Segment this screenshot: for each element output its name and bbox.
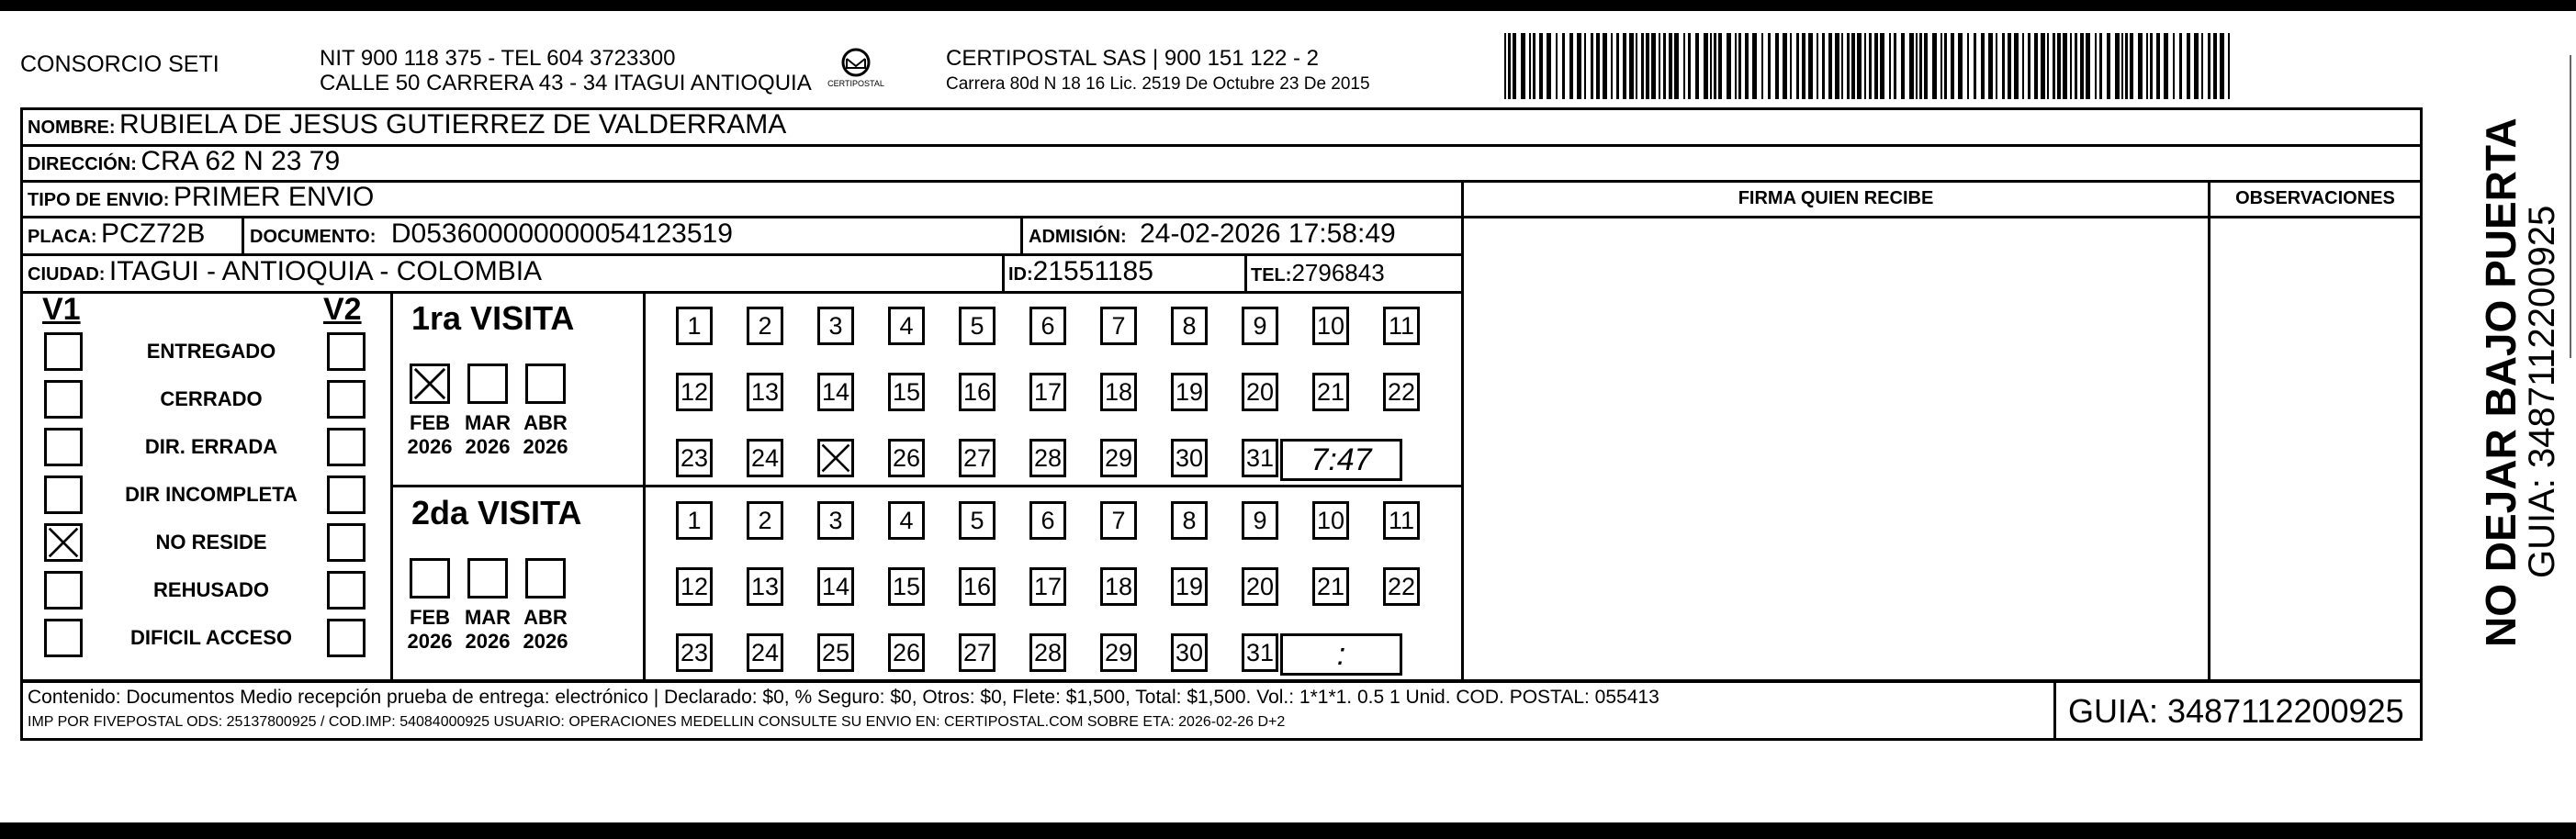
barcode-bar bbox=[1669, 33, 1672, 99]
visita2-day-box[interactable]: 29 bbox=[1100, 633, 1137, 672]
barcode-bar bbox=[1932, 33, 1937, 99]
visita2-month-checkbox[interactable] bbox=[525, 558, 566, 598]
barcode-bar bbox=[1996, 33, 1997, 99]
tel-label: TEL: bbox=[1251, 265, 1292, 285]
ciudad-value: ITAGUI - ANTIOQUIA - COLOMBIA bbox=[108, 256, 543, 286]
visita1-day-box[interactable]: 14 bbox=[817, 373, 854, 411]
barcode-bar bbox=[1616, 33, 1619, 99]
visita2-day-box[interactable]: 20 bbox=[1242, 567, 1278, 606]
barcode-bar bbox=[1659, 33, 1660, 99]
visit-divider bbox=[390, 485, 1464, 487]
barcode-bar bbox=[2228, 33, 2230, 99]
barcode-bar bbox=[1735, 33, 1737, 99]
observaciones-header: OBSERVACIONES bbox=[2235, 188, 2395, 208]
x-mark-icon bbox=[47, 526, 80, 559]
barcode-bar bbox=[1958, 33, 1963, 99]
visita1-day-box[interactable]: 2 bbox=[747, 307, 783, 345]
visita1-day-box[interactable]: 18 bbox=[1100, 373, 1137, 411]
barcode-bar bbox=[1688, 33, 1691, 99]
visita2-day-box[interactable]: 4 bbox=[888, 501, 925, 540]
visita2-day-box[interactable]: 18 bbox=[1100, 567, 1137, 606]
observations-area[interactable] bbox=[2210, 218, 2420, 679]
bottom-border bbox=[0, 822, 2576, 839]
v2-checkbox[interactable] bbox=[327, 523, 366, 562]
barcode-bar bbox=[2164, 33, 2168, 99]
barcode-bar bbox=[1775, 33, 1779, 99]
visita1-day-box[interactable]: 8 bbox=[1171, 307, 1208, 345]
visita1-month-label bbox=[516, 411, 575, 459]
barcode-bar bbox=[1533, 33, 1535, 99]
barcode-bar bbox=[2014, 33, 2019, 99]
barcode-bar bbox=[2201, 33, 2203, 99]
barcode-bar bbox=[1683, 33, 1685, 99]
v1-label: V1 bbox=[42, 292, 81, 327]
barcode-bar bbox=[1629, 33, 1634, 99]
barcode-bar bbox=[1651, 33, 1656, 99]
barcode-bar bbox=[2146, 33, 2148, 99]
visita2-day-box[interactable]: 14 bbox=[817, 567, 854, 606]
barcode-bar bbox=[1636, 33, 1637, 99]
barcode-bar bbox=[2053, 33, 2055, 99]
visita1-day-box[interactable]: 12 bbox=[676, 373, 713, 411]
visita2-day-box[interactable]: 15 bbox=[888, 567, 925, 606]
firma-header: FIRMA QUIEN RECIBE bbox=[1738, 188, 1934, 208]
barcode-bar bbox=[1869, 33, 1872, 99]
placa-divider bbox=[242, 216, 244, 254]
barcode-bar bbox=[1924, 33, 1928, 99]
barcode-bar bbox=[1889, 33, 1891, 99]
barcode-bar bbox=[1714, 33, 1716, 99]
ciudad-divider bbox=[1002, 253, 1005, 292]
barcode-bar bbox=[2080, 33, 2084, 99]
visita2-day-box[interactable]: 1 bbox=[676, 501, 713, 540]
footer-content-line: Contenido: Documentos Medio recepción prueba de entrega: electrónico | Declarado: $0, % Seguro: $0, Otros: $0, Flete: $1,500, Total: $1,500. Vol.: 1*1*1. 0.5 1 Unid. COD. POSTAL: 055413 bbox=[28, 687, 1659, 708]
barcode-bar bbox=[1967, 33, 1969, 99]
barcode-bar bbox=[1547, 33, 1551, 99]
visita2-day-box[interactable]: 23 bbox=[676, 633, 713, 672]
license-line: Carrera 80d N 18 16 Lic. 2519 De Octubre 23 De 2015 bbox=[946, 74, 1370, 94]
status-label: REHUSADO bbox=[153, 578, 269, 601]
visita2-day-box[interactable]: 19 bbox=[1171, 567, 1208, 606]
v1-checkbox[interactable] bbox=[44, 523, 83, 562]
month-name: MAR bbox=[464, 411, 512, 434]
barcode-bar bbox=[1828, 33, 1832, 99]
visita2-day-box[interactable]: 16 bbox=[959, 567, 996, 606]
barcode-bar bbox=[1674, 33, 1679, 99]
barcode-bar bbox=[2115, 33, 2120, 99]
visita1-title: 1ra VISITA bbox=[411, 299, 575, 337]
footer-guia: GUIA: 3487112200925 bbox=[2068, 692, 2404, 730]
barcode-bar bbox=[2121, 33, 2123, 99]
barcode bbox=[1504, 33, 2239, 99]
month-name: ABR bbox=[523, 606, 568, 629]
visita2-day-box[interactable]: 9 bbox=[1242, 501, 1278, 540]
month-year: 2026 bbox=[407, 630, 453, 653]
barcode-bar bbox=[2099, 33, 2102, 99]
barcode-bar bbox=[1802, 33, 1805, 99]
barcode-bar bbox=[1822, 33, 1825, 99]
barcode-bar bbox=[2034, 33, 2038, 99]
nombre-value: RUBIELA DE JESUS GUTIERREZ DE VALDERRAMA bbox=[119, 109, 787, 140]
barcode-bar bbox=[1901, 33, 1905, 99]
month-year: 2026 bbox=[523, 630, 568, 653]
visita2-day-box[interactable]: 2 bbox=[747, 501, 783, 540]
barcode-bar bbox=[2138, 33, 2143, 99]
visita2-month-label bbox=[400, 606, 459, 654]
visita1-day-box[interactable]: 3 bbox=[817, 307, 854, 345]
visita1-day-box[interactable]: 26 bbox=[888, 439, 925, 477]
month-year: 2026 bbox=[465, 435, 511, 458]
top-border bbox=[0, 0, 2576, 11]
v1-checkbox[interactable] bbox=[44, 428, 83, 466]
row-divider bbox=[20, 180, 2423, 183]
placa-cell bbox=[28, 218, 205, 250]
visita1-day-box[interactable]: 6 bbox=[1029, 307, 1066, 345]
placa-value: PCZ72B bbox=[101, 218, 206, 249]
v2-checkbox[interactable] bbox=[327, 571, 366, 610]
visita2-day-box[interactable]: 30 bbox=[1171, 633, 1208, 672]
barcode-bar bbox=[1577, 33, 1581, 99]
barcode-bar bbox=[1584, 33, 1586, 99]
barcode-bar bbox=[2002, 33, 2005, 99]
barcode-bar bbox=[1909, 33, 1914, 99]
barcode-bar bbox=[2070, 33, 2072, 99]
visita1-day-box[interactable]: 4 bbox=[888, 307, 925, 345]
status-label: DIR. ERRADA bbox=[144, 435, 278, 458]
visita1-day-box[interactable]: 20 bbox=[1242, 373, 1278, 411]
visita1-day-box[interactable]: 7 bbox=[1100, 307, 1137, 345]
barcode-bar bbox=[1513, 33, 1516, 99]
id-value: 21551185 bbox=[1032, 256, 1153, 286]
nombre-row bbox=[28, 109, 786, 140]
barcode-bar bbox=[2220, 33, 2224, 99]
visita2-month-checkbox[interactable] bbox=[467, 558, 508, 598]
barcode-bar bbox=[2107, 33, 2110, 99]
visita1-day-box[interactable]: 21 bbox=[1312, 373, 1349, 411]
barcode-bar bbox=[1562, 33, 1565, 99]
visita2-day-box[interactable]: 25 bbox=[817, 633, 854, 672]
visita2-day-box[interactable]: 12 bbox=[676, 567, 713, 606]
barcode-bar bbox=[1529, 33, 1531, 99]
visita2-day-box[interactable]: 5 bbox=[959, 501, 996, 540]
tipo-row bbox=[28, 182, 374, 213]
month-year: 2026 bbox=[465, 630, 511, 653]
v1-checkbox[interactable] bbox=[44, 619, 83, 657]
barcode-bar bbox=[1817, 33, 1818, 99]
visita1-day-box[interactable]: 27 bbox=[959, 439, 996, 477]
visita1-day-box[interactable]: 15 bbox=[888, 373, 925, 411]
barcode-bar bbox=[1504, 33, 1506, 99]
barcode-bar bbox=[1796, 33, 1799, 99]
barcode-bar bbox=[1768, 33, 1771, 99]
barcode-bar bbox=[2063, 33, 2067, 99]
barcode-bar bbox=[1727, 33, 1731, 99]
visita1-day-box[interactable]: 19 bbox=[1171, 373, 1208, 411]
barcode-bar bbox=[1919, 33, 1922, 99]
id-label: ID: bbox=[1008, 264, 1033, 285]
logo-caption: CERTIPOSTAL bbox=[827, 79, 884, 88]
month-name: ABR bbox=[523, 411, 568, 434]
month-year: 2026 bbox=[523, 435, 568, 458]
id-divider bbox=[1244, 253, 1247, 292]
barcode-bar bbox=[1591, 33, 1593, 99]
barcode-bar bbox=[2008, 33, 2011, 99]
nit-line: NIT 900 118 375 - TEL 604 3723300 bbox=[320, 46, 676, 71]
v2-checkbox[interactable] bbox=[327, 380, 366, 419]
barcode-bar bbox=[1808, 33, 1813, 99]
visita2-day-box[interactable]: 21 bbox=[1312, 567, 1349, 606]
visita1-month-checkbox[interactable] bbox=[525, 364, 566, 404]
visita1-month-label bbox=[458, 411, 517, 459]
barcode-bar bbox=[1761, 33, 1763, 99]
visita2-month-checkbox[interactable] bbox=[410, 558, 450, 598]
barcode-bar bbox=[2187, 33, 2190, 99]
barcode-bar bbox=[1641, 33, 1644, 99]
barcode-bar bbox=[1596, 33, 1600, 99]
barcode-bar bbox=[2086, 33, 2090, 99]
visita2-day-box[interactable]: 6 bbox=[1029, 501, 1066, 540]
barcode-bar bbox=[2194, 33, 2199, 99]
barcode-bar bbox=[1646, 33, 1649, 99]
visita2-day-box[interactable]: 24 bbox=[747, 633, 783, 672]
visita1-day-box[interactable]: 10 bbox=[1312, 307, 1349, 345]
barcode-bar bbox=[1857, 33, 1862, 99]
row-divider bbox=[20, 144, 2423, 147]
visita1-day-box[interactable]: 13 bbox=[747, 373, 783, 411]
visita1-day-box[interactable]: 28 bbox=[1029, 439, 1066, 477]
visita2-day-box[interactable]: 31 bbox=[1242, 633, 1278, 672]
v1-checkbox[interactable] bbox=[44, 332, 83, 371]
certipostal-logo bbox=[827, 46, 885, 92]
visita2-day-box[interactable]: 26 bbox=[888, 633, 925, 672]
barcode-bar bbox=[1718, 33, 1722, 99]
barcode-bar bbox=[1508, 33, 1511, 99]
barcode-bar bbox=[1783, 33, 1787, 99]
nombre-label: NOMBRE: bbox=[28, 117, 116, 138]
admision-cell bbox=[1029, 218, 1396, 250]
side-warning: NO DEJAR BAJO PUERTA bbox=[2477, 117, 2525, 647]
visita1-day-box[interactable]: 31 bbox=[1242, 439, 1278, 477]
barcode-bar bbox=[2173, 33, 2175, 99]
barcode-bar bbox=[2150, 33, 2153, 99]
visita1-day-box[interactable]: 17 bbox=[1029, 373, 1066, 411]
admision-value: 24-02-2026 17:58:49 bbox=[1140, 218, 1396, 249]
barcode-bar bbox=[1556, 33, 1558, 99]
visita1-day-box[interactable]: 24 bbox=[747, 439, 783, 477]
address-line: CALLE 50 CARRERA 43 - 34 ITAGUI ANTIOQUIA bbox=[320, 71, 812, 95]
barcode-bar bbox=[1981, 33, 1985, 99]
barcode-bar bbox=[1745, 33, 1749, 99]
barcode-bar bbox=[2125, 33, 2128, 99]
documento-value: D053600000000054123519 bbox=[390, 218, 733, 249]
direccion-row bbox=[28, 146, 340, 177]
tipo-label: TIPO DE ENVIO: bbox=[28, 190, 170, 210]
placa-label: PLACA: bbox=[28, 227, 97, 247]
barcode-bar bbox=[2130, 33, 2133, 99]
side-guia: GUIA: 3487112200925 bbox=[2522, 205, 2562, 578]
tel-value: 2796843 bbox=[1291, 259, 1385, 286]
visita2-month-label bbox=[516, 606, 575, 654]
barcode-bar bbox=[1974, 33, 1976, 99]
barcode-bar bbox=[1851, 33, 1855, 99]
tel-cell bbox=[1251, 259, 1385, 287]
v2-checkbox[interactable] bbox=[327, 475, 366, 514]
direccion-value: CRA 62 N 23 79 bbox=[141, 146, 341, 176]
ciudad-label: CIUDAD: bbox=[28, 264, 106, 285]
visita2-day-box[interactable]: 7 bbox=[1100, 501, 1137, 540]
barcode-bar bbox=[2028, 33, 2030, 99]
ciudad-cell bbox=[28, 256, 542, 287]
admision-label: ADMISIÓN: bbox=[1029, 227, 1127, 247]
visita2-time-box[interactable]: : bbox=[1280, 633, 1402, 676]
visita1-time-box[interactable]: 7:47 bbox=[1280, 439, 1402, 481]
v2-checkbox[interactable] bbox=[327, 619, 366, 657]
company-name: CONSORCIO SETI bbox=[20, 51, 219, 77]
visita1-day-box[interactable]: 16 bbox=[959, 373, 996, 411]
visita1-day-box[interactable]: 29 bbox=[1100, 439, 1137, 477]
tipo-value: PRIMER ENVIO bbox=[173, 182, 375, 212]
v2-checkbox[interactable] bbox=[327, 332, 366, 371]
month-name: MAR bbox=[464, 606, 512, 629]
barcode-bar bbox=[2022, 33, 2024, 99]
documento-label: DOCUMENTO: bbox=[250, 227, 377, 247]
visita2-day-box[interactable]: 11 bbox=[1383, 501, 1420, 540]
barcode-bar bbox=[1569, 33, 1573, 99]
barcode-bar bbox=[1704, 33, 1708, 99]
status-label: NO RESIDE bbox=[155, 531, 267, 554]
visita1-day-box[interactable]: 22 bbox=[1383, 373, 1420, 411]
barcode-bar bbox=[1988, 33, 1993, 99]
barcode-bar bbox=[1940, 33, 1942, 99]
barcode-bar bbox=[2057, 33, 2061, 99]
barcode-bar bbox=[1847, 33, 1850, 99]
visita2-month-label bbox=[458, 606, 517, 654]
visita1-day-box[interactable]: 5 bbox=[959, 307, 996, 345]
barcode-bar bbox=[1738, 33, 1741, 99]
month-name: FEB bbox=[410, 606, 450, 629]
barcode-bar bbox=[1623, 33, 1626, 99]
barcode-bar bbox=[1894, 33, 1896, 99]
visita1-month-label bbox=[400, 411, 459, 459]
barcode-bar bbox=[2179, 33, 2182, 99]
visita1-day-box[interactable]: 11 bbox=[1383, 307, 1420, 345]
barcode-bar bbox=[1951, 33, 1954, 99]
barcode-bar bbox=[2047, 33, 2049, 99]
x-mark-icon bbox=[820, 442, 851, 475]
barcode-bar bbox=[1611, 33, 1613, 99]
footer-info-line: IMP POR FIVEPOSTAL ODS: 25137800925 / COD.IMP: 54084000925 USUARIO: OPERACIONES MEDELLIN CONSULTE SU ENVIO EN: CERTIPOSTAL.COM SOBRE ETA: 2026-02-26 D+2 bbox=[28, 714, 1286, 730]
barcode-bar bbox=[1841, 33, 1843, 99]
visita1-month-checkbox[interactable] bbox=[410, 364, 450, 404]
barcode-bar bbox=[1663, 33, 1666, 99]
documento-cell bbox=[250, 218, 733, 250]
visita2-day-box[interactable]: 22 bbox=[1383, 567, 1420, 606]
status-label: DIFICIL ACCESO bbox=[129, 626, 292, 649]
v2-label: V2 bbox=[323, 292, 362, 327]
barcode-bar bbox=[1880, 33, 1884, 99]
visita2-day-box[interactable]: 28 bbox=[1029, 633, 1066, 672]
id-cell bbox=[1008, 256, 1153, 287]
barcode-bar bbox=[1835, 33, 1839, 99]
barcode-bar bbox=[2156, 33, 2160, 99]
v1-checkbox[interactable] bbox=[44, 380, 83, 419]
barcode-bar bbox=[1521, 33, 1525, 99]
visita2-day-box[interactable]: 17 bbox=[1029, 567, 1066, 606]
visita2-day-box[interactable]: 10 bbox=[1312, 501, 1349, 540]
barcode-bar bbox=[1916, 33, 1918, 99]
barcode-bar bbox=[2213, 33, 2217, 99]
visita1-day-box[interactable]: 23 bbox=[676, 439, 713, 477]
v1-checkbox[interactable] bbox=[44, 571, 83, 610]
barcode-bar bbox=[1539, 33, 1543, 99]
month-year: 2026 bbox=[407, 435, 453, 458]
visita1-day-box[interactable]: 30 bbox=[1171, 439, 1208, 477]
status-label: ENTREGADO bbox=[146, 340, 276, 363]
barcode-bar bbox=[1790, 33, 1792, 99]
v1-checkbox[interactable] bbox=[44, 475, 83, 514]
barcode-bar bbox=[1864, 33, 1866, 99]
visita1-month-checkbox[interactable] bbox=[467, 364, 508, 404]
barcode-bar bbox=[1874, 33, 1878, 99]
visita2-title: 2da VISITA bbox=[411, 494, 582, 531]
documento-divider bbox=[1020, 216, 1023, 254]
visita2-day-box[interactable]: 8 bbox=[1171, 501, 1208, 540]
certipostal-line: CERTIPOSTAL SAS | 900 151 122 - 2 bbox=[946, 46, 1319, 71]
barcode-bar bbox=[2041, 33, 2045, 99]
status-label: DIR INCOMPLETA bbox=[125, 483, 298, 506]
barcode-bar bbox=[1710, 33, 1712, 99]
barcode-bar bbox=[1603, 33, 1607, 99]
visita1-day-box[interactable] bbox=[817, 439, 854, 477]
visita2-day-box[interactable]: 3 bbox=[817, 501, 854, 540]
barcode-bar bbox=[2075, 33, 2077, 99]
v2-checkbox[interactable] bbox=[327, 428, 366, 466]
visita2-day-box[interactable]: 13 bbox=[747, 567, 783, 606]
visita1-day-box[interactable]: 9 bbox=[1242, 307, 1278, 345]
month-name: FEB bbox=[410, 411, 450, 434]
barcode-bar bbox=[1944, 33, 1947, 99]
status-label: CERRADO bbox=[160, 387, 263, 410]
direccion-label: DIRECCIÓN: bbox=[28, 154, 137, 174]
visita2-day-box[interactable]: 27 bbox=[959, 633, 996, 672]
barcode-bar bbox=[1752, 33, 1757, 99]
barcode-bar bbox=[2095, 33, 2097, 99]
visita1-day-box[interactable]: 1 bbox=[676, 307, 713, 345]
barcode-bar bbox=[1695, 33, 1699, 99]
right-edge-mark bbox=[2570, 55, 2571, 358]
barcode-bar bbox=[2208, 33, 2210, 99]
signature-area[interactable] bbox=[1464, 218, 2208, 679]
x-mark-icon bbox=[412, 366, 447, 401]
